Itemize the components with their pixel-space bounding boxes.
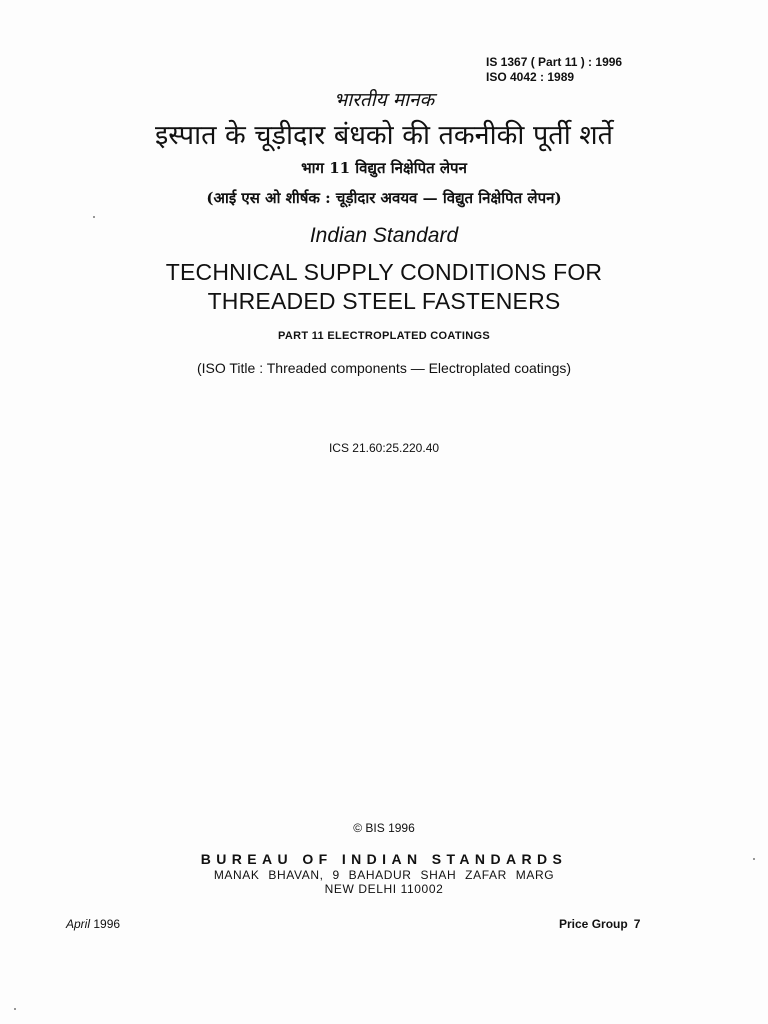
publisher-address-line-1: MANAK BHAVAN, 9 BAHADUR SHAH ZAFAR MARG [213, 868, 555, 882]
hindi-part-title: भाग 11 विद्युत निक्षेपित लेपन [301, 159, 467, 177]
publisher-address-line-2: NEW DELHI 110002 [324, 882, 444, 896]
iso-title: (ISO Title : Threaded components — Electroplated coatings) [196, 360, 572, 376]
publication-month: April [66, 917, 91, 931]
standard-number: IS 1367 ( Part 11 ) : 1996 [486, 55, 623, 69]
price-group-label: Price Group [559, 917, 628, 931]
hindi-title: इस्पात के चूड़ीदार बंधको की तकनीकी पूर्ती शर्ते [154, 120, 614, 151]
publisher-name: BUREAU OF INDIAN STANDARDS [200, 851, 568, 867]
price-group-value: 7 [633, 917, 641, 931]
price-group [559, 917, 640, 931]
standard-number-block [486, 55, 622, 85]
scan-speck [93, 216, 95, 218]
hindi-iso-title: (आई एस ओ शीर्षक : चूड़ीदार अवयव — विद्युत निक्षेपित लेपन) [206, 189, 562, 207]
scan-speck [753, 858, 755, 860]
title-line-2: THREADED STEEL FASTENERS [207, 288, 561, 314]
title-line-1: TECHNICAL SUPPLY CONDITIONS FOR [165, 259, 603, 285]
publication-year: 1996 [93, 917, 121, 931]
ics-code: ICS 21.60:25.220.40 [328, 441, 440, 455]
publication-date [66, 917, 120, 931]
indian-standard-label: Indian Standard [309, 224, 459, 247]
document-title [0, 258, 768, 316]
scan-speck [14, 1008, 16, 1010]
iso-number: ISO 4042 : 1989 [486, 70, 575, 84]
copyright-notice: © BIS 1996 [353, 821, 415, 835]
hindi-standard-label: भारतीय मानक [333, 89, 435, 111]
part-title: PART 11 ELECTROPLATED COATINGS [278, 330, 490, 342]
